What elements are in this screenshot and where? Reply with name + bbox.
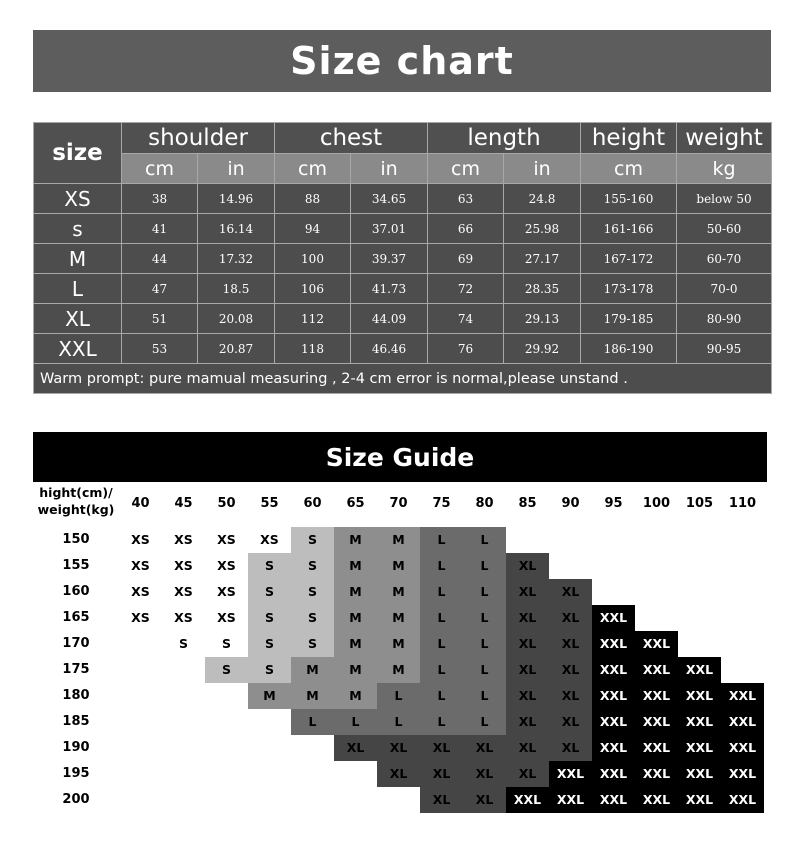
size-guide-cell: XL xyxy=(506,579,549,605)
size-guide-cell: XXL xyxy=(592,605,635,631)
table-cell: 112 xyxy=(275,304,351,334)
size-guide-cell: S xyxy=(162,631,205,657)
size-guide-cell: L xyxy=(463,657,506,683)
size-guide-cell: XXL xyxy=(721,761,764,787)
height-header: 200 xyxy=(62,792,90,807)
table-cell: 76 xyxy=(428,334,504,364)
size-guide-cell: L xyxy=(463,553,506,579)
size-guide-cell: XL xyxy=(549,657,592,683)
table-cell: 118 xyxy=(275,334,351,364)
height-header: 195 xyxy=(62,766,90,781)
size-guide-cell: L xyxy=(420,579,463,605)
weight-header: 50 xyxy=(217,496,236,511)
table-cell: 27.17 xyxy=(504,244,581,274)
table-row xyxy=(34,214,772,244)
size-guide-cell: XL xyxy=(506,761,549,787)
size-guide-cell: L xyxy=(463,605,506,631)
table-cell: 39.37 xyxy=(351,244,428,274)
table-cell: 41.73 xyxy=(351,274,428,304)
table-cell: 50-60 xyxy=(677,214,772,244)
size-guide-cell: M xyxy=(377,553,420,579)
size-guide-cell: M xyxy=(377,579,420,605)
size-guide-cell: S xyxy=(205,631,248,657)
size-guide-cell: L xyxy=(420,683,463,709)
size-guide-cell: M xyxy=(334,657,377,683)
size-guide-cell: XL xyxy=(463,787,506,813)
table-cell: 37.01 xyxy=(351,214,428,244)
size-guide-cell: XS xyxy=(162,553,205,579)
size-guide-cell: L xyxy=(420,605,463,631)
size-guide-cell: S xyxy=(248,579,291,605)
size-guide-cell: L xyxy=(420,657,463,683)
size-guide-cell: XL xyxy=(549,683,592,709)
group-header-length: length xyxy=(428,123,581,154)
table-cell: 46.46 xyxy=(351,334,428,364)
table-cell: 20.08 xyxy=(198,304,275,334)
size-guide-cell: XXL xyxy=(635,787,678,813)
size-guide-cell: XXL xyxy=(549,787,592,813)
height-header: 160 xyxy=(62,584,90,599)
size-guide-cell: XXL xyxy=(635,761,678,787)
size-guide-cell: XXL xyxy=(549,761,592,787)
size-guide-cell: S xyxy=(291,527,334,553)
size-guide-cell: XS xyxy=(119,579,162,605)
size-guide-cell: XL xyxy=(549,709,592,735)
table-cell: 44.09 xyxy=(351,304,428,334)
size-guide-cell: S xyxy=(291,631,334,657)
size-guide-cell: XL xyxy=(420,735,463,761)
size-guide-cell: S xyxy=(248,553,291,579)
size-guide-cell: XXL xyxy=(678,709,721,735)
size-guide-cell: XXL xyxy=(678,683,721,709)
table-cell: 51 xyxy=(122,304,198,334)
size-guide-cell: S xyxy=(291,605,334,631)
size-guide-cell: XXL xyxy=(635,709,678,735)
size-guide-cell: M xyxy=(377,605,420,631)
table-cell: 16.14 xyxy=(198,214,275,244)
weight-header: 110 xyxy=(728,496,757,511)
table-cell: 100 xyxy=(275,244,351,274)
height-header: 175 xyxy=(62,662,90,677)
table-cell: 186-190 xyxy=(581,334,677,364)
table-cell: 24.8 xyxy=(504,184,581,214)
size-column-header: size xyxy=(34,123,122,184)
size-guide-cell: S xyxy=(248,605,291,631)
unit-header: cm xyxy=(428,154,504,184)
size-guide-cell: XXL xyxy=(592,631,635,657)
size-guide-cell: XL xyxy=(334,735,377,761)
size-guide-cell: XXL xyxy=(678,657,721,683)
table-cell: 155-160 xyxy=(581,184,677,214)
table-cell: 74 xyxy=(428,304,504,334)
size-guide-cell: S xyxy=(205,657,248,683)
size-guide-cell: XS xyxy=(162,579,205,605)
table-cell: 161-166 xyxy=(581,214,677,244)
table-cell: below 50 xyxy=(677,184,772,214)
table-cell: 63 xyxy=(428,184,504,214)
size-guide-cell: XS xyxy=(162,527,205,553)
table-cell: 167-172 xyxy=(581,244,677,274)
weight-header: 100 xyxy=(642,496,671,511)
table-cell: 25.98 xyxy=(504,214,581,244)
size-guide-cell: L xyxy=(463,631,506,657)
size-guide-cell: XS xyxy=(119,605,162,631)
size-guide-cell: XL xyxy=(549,579,592,605)
size-guide-cell: XS xyxy=(205,553,248,579)
size-guide-cell: L xyxy=(420,553,463,579)
weight-header: 105 xyxy=(685,496,714,511)
table-cell: 53 xyxy=(122,334,198,364)
size-guide-cell: M xyxy=(248,683,291,709)
unit-header: cm xyxy=(581,154,677,184)
height-header: 165 xyxy=(62,610,90,625)
height-header: 190 xyxy=(62,740,90,755)
size-cell: XS xyxy=(34,184,122,214)
table-row xyxy=(34,184,772,214)
size-guide-cell: XL xyxy=(377,761,420,787)
size-guide-cell: XS xyxy=(205,605,248,631)
size-guide-cell: L xyxy=(420,631,463,657)
group-header-weight: weight xyxy=(677,123,772,154)
size-guide-cell: M xyxy=(377,657,420,683)
height-header: 185 xyxy=(62,714,90,729)
size-guide-cell: XS xyxy=(205,527,248,553)
size-guide-cell: XL xyxy=(420,761,463,787)
size-guide-cell: XL xyxy=(506,709,549,735)
height-header: 150 xyxy=(62,532,90,547)
table-cell: 179-185 xyxy=(581,304,677,334)
size-guide-cell: L xyxy=(463,527,506,553)
size-guide-cell: M xyxy=(334,605,377,631)
unit-header: in xyxy=(504,154,581,184)
size-guide-cell: XXL xyxy=(506,787,549,813)
size-guide-cell: L xyxy=(420,709,463,735)
size-guide-cell: XL xyxy=(506,683,549,709)
table-cell: 14.96 xyxy=(198,184,275,214)
size-guide-cell: XL xyxy=(506,735,549,761)
table-cell: 29.13 xyxy=(504,304,581,334)
table-row xyxy=(34,244,772,274)
size-guide-cell: L xyxy=(463,683,506,709)
group-header-shoulder: shoulder xyxy=(122,123,275,154)
unit-header: cm xyxy=(275,154,351,184)
size-guide-cell: XS xyxy=(162,605,205,631)
size-guide-cell: XL xyxy=(549,631,592,657)
size-guide-cell: XL xyxy=(463,761,506,787)
table-cell: 60-70 xyxy=(677,244,772,274)
size-guide-cell: XL xyxy=(463,735,506,761)
size-guide-cell: XS xyxy=(119,527,162,553)
unit-header: in xyxy=(198,154,275,184)
size-guide-cell: L xyxy=(420,527,463,553)
size-guide-cell: XXL xyxy=(721,735,764,761)
unit-header: cm xyxy=(122,154,198,184)
size-guide-cell: XL xyxy=(549,735,592,761)
size-chart-table xyxy=(33,122,772,394)
size-guide-cell: M xyxy=(334,683,377,709)
group-header-height: height xyxy=(581,123,677,154)
size-guide-cell: S xyxy=(248,657,291,683)
table-row xyxy=(34,304,772,334)
table-cell: 90-95 xyxy=(677,334,772,364)
size-guide-cell: S xyxy=(291,553,334,579)
size-cell: M xyxy=(34,244,122,274)
size-guide-cell: XXL xyxy=(635,631,678,657)
table-cell: 106 xyxy=(275,274,351,304)
table-cell: 17.32 xyxy=(198,244,275,274)
size-guide-cell: M xyxy=(334,553,377,579)
size-guide-cell: XXL xyxy=(592,657,635,683)
weight-header: 55 xyxy=(260,496,279,511)
size-guide-cell: M xyxy=(291,657,334,683)
size-cell: XL xyxy=(34,304,122,334)
size-guide-cell: XXL xyxy=(592,787,635,813)
table-cell: 34.65 xyxy=(351,184,428,214)
size-guide-cell: XXL xyxy=(678,761,721,787)
size-guide-cell: XXL xyxy=(592,709,635,735)
height-header: 180 xyxy=(62,688,90,703)
size-cell: s xyxy=(34,214,122,244)
size-cell: L xyxy=(34,274,122,304)
size-guide-cell: XXL xyxy=(721,787,764,813)
weight-header: 70 xyxy=(389,496,408,511)
table-cell: 69 xyxy=(428,244,504,274)
weight-header: 45 xyxy=(174,496,193,511)
size-guide-cell: XXL xyxy=(635,657,678,683)
size-cell: XXL xyxy=(34,334,122,364)
size-guide-cell: XXL xyxy=(678,735,721,761)
size-guide-cell: XXL xyxy=(635,683,678,709)
size-guide-cell: M xyxy=(334,631,377,657)
table-row xyxy=(34,274,772,304)
weight-header: 65 xyxy=(346,496,365,511)
weight-header: 40 xyxy=(131,496,150,511)
table-row xyxy=(34,334,772,364)
size-guide-cell: XS xyxy=(248,527,291,553)
size-guide-cell: M xyxy=(291,683,334,709)
size-guide-cell: M xyxy=(377,631,420,657)
group-header-chest: chest xyxy=(275,123,428,154)
size-guide-cell: L xyxy=(291,709,334,735)
table-cell: 80-90 xyxy=(677,304,772,334)
size-guide-cell: L xyxy=(377,709,420,735)
size-guide-cell: L xyxy=(334,709,377,735)
weight-header: 90 xyxy=(561,496,580,511)
size-guide-cell: XXL xyxy=(635,735,678,761)
size-guide-cell: XXL xyxy=(721,709,764,735)
weight-header: 80 xyxy=(475,496,494,511)
size-guide-cell: XL xyxy=(506,553,549,579)
size-guide-cell: L xyxy=(377,683,420,709)
table-cell: 70-0 xyxy=(677,274,772,304)
size-guide-cell: XS xyxy=(119,553,162,579)
table-cell: 173-178 xyxy=(581,274,677,304)
size-guide-cell: XL xyxy=(549,605,592,631)
size-guide-cell: XS xyxy=(205,579,248,605)
size-guide-cell: M xyxy=(334,579,377,605)
size-guide-cell: XXL xyxy=(678,787,721,813)
weight-header: 60 xyxy=(303,496,322,511)
table-cell: 18.5 xyxy=(198,274,275,304)
weight-header: 85 xyxy=(518,496,537,511)
size-guide-title: Size Guide xyxy=(33,432,767,482)
size-guide-cell: XL xyxy=(377,735,420,761)
measurement-note: Warm prompt: pure mamual measuring , 2-4 cm error is normal,please unstand . xyxy=(34,364,772,394)
table-cell: 47 xyxy=(122,274,198,304)
size-chart-title: Size chart xyxy=(33,30,771,92)
size-guide-axis-label: hight(cm)/ weight(kg) xyxy=(37,485,115,517)
size-guide-cell: S xyxy=(248,631,291,657)
weight-header: 95 xyxy=(604,496,623,511)
weight-header: 75 xyxy=(432,496,451,511)
size-guide-cell: XL xyxy=(506,657,549,683)
table-cell: 88 xyxy=(275,184,351,214)
height-header: 170 xyxy=(62,636,90,651)
size-guide-cell: XL xyxy=(420,787,463,813)
size-guide-cell: M xyxy=(377,527,420,553)
table-cell: 38 xyxy=(122,184,198,214)
size-guide-cell: XL xyxy=(506,631,549,657)
table-cell: 28.35 xyxy=(504,274,581,304)
table-cell: 66 xyxy=(428,214,504,244)
table-cell: 29.92 xyxy=(504,334,581,364)
table-cell: 44 xyxy=(122,244,198,274)
size-guide-cell: XL xyxy=(506,605,549,631)
size-guide-cell: S xyxy=(291,579,334,605)
size-guide-cell: XXL xyxy=(592,735,635,761)
height-header: 155 xyxy=(62,558,90,573)
table-cell: 72 xyxy=(428,274,504,304)
unit-header: in xyxy=(351,154,428,184)
table-cell: 20.87 xyxy=(198,334,275,364)
unit-header: kg xyxy=(677,154,772,184)
table-cell: 41 xyxy=(122,214,198,244)
size-guide-cell: XXL xyxy=(721,683,764,709)
size-guide-cell: M xyxy=(334,527,377,553)
size-guide-cell: L xyxy=(463,709,506,735)
table-cell: 94 xyxy=(275,214,351,244)
size-guide-cell: XXL xyxy=(592,761,635,787)
size-guide-cell: XXL xyxy=(592,683,635,709)
size-guide-cell: L xyxy=(463,579,506,605)
